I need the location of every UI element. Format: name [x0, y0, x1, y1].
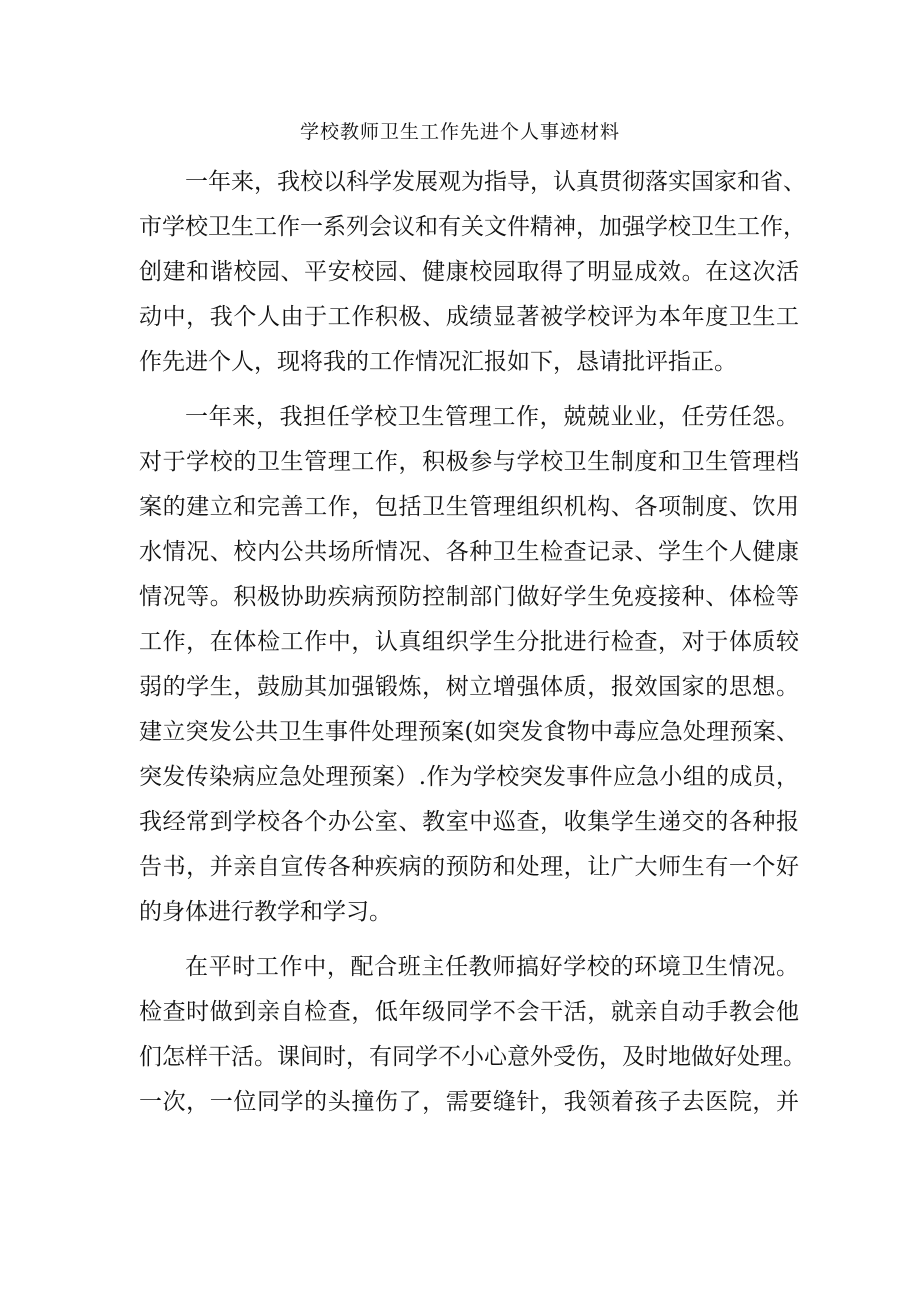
text-line: 一年来，我担任学校卫生管理工作，兢兢业业，任劳任怨。 — [185, 404, 799, 430]
text-line: 市学校卫生工作一系列会议和有关文件精神，加强学校卫生工作， — [139, 214, 806, 240]
document-body — [139, 160, 806, 1125]
text-line: 情况等。积极协助疾病预防控制部门做好学生免疫接种、体检等 — [139, 584, 799, 610]
text-line: 检查时做到亲自检查，低年级同学不会干活，就亲自动手教会他 — [139, 999, 799, 1025]
text-line: 突发传染病应急处理预案）.作为学校突发事件应急小组的成员， — [139, 764, 799, 790]
text-line: 我经常到学校各个办公室、教室中巡查，收集学生递交的各种报 — [139, 809, 799, 835]
text-line: 作先进个人，现将我的工作情况汇报如下，恳请批评指正。 — [139, 349, 737, 375]
text-line: 案的建立和完善工作，包括卫生管理组织机构、各项制度、饮用 — [139, 494, 799, 520]
paragraph-2 — [139, 395, 799, 935]
text-line: 创建和谐校园、平安校园、健康校园取得了明显成效。在这次活 — [139, 259, 799, 285]
text-line: 一次，一位同学的头撞伤了，需要缝针，我领着孩子去医院，并 — [139, 1089, 799, 1115]
paragraph-gap — [139, 935, 799, 945]
text-line: 对于学校的卫生管理工作，积极参与学校卫生制度和卫生管理档 — [139, 449, 799, 475]
paragraph-gap — [139, 385, 799, 395]
text-line: 一年来，我校以科学发展观为指导，认真贯彻落实国家和省、 — [185, 169, 806, 195]
paragraph-1 — [139, 160, 806, 385]
text-line: 工作，在体检工作中，认真组织学生分批进行检查，对于体质较 — [139, 629, 799, 655]
document-title: 学校教师卫生工作先进个人事迹材料 — [299, 121, 620, 143]
text-line: 弱的学生，鼓励其加强锻炼，树立增强体质，报效国家的思想。 — [139, 674, 799, 700]
paragraph-3 — [139, 945, 806, 1125]
text-line: 水情况、校内公共场所情况、各种卫生检查记录、学生个人健康 — [139, 539, 799, 565]
text-line: 们怎样干活。课间时，有同学不小心意外受伤，及时地做好处理。 — [139, 1044, 806, 1070]
text-line: 动中，我个人由于工作积极、成绩显著被学校评为本年度卫生工 — [139, 304, 799, 330]
text-line: 的身体进行教学和学习。 — [139, 899, 392, 925]
text-line: 在平时工作中，配合班主任教师搞好学校的环境卫生情况。 — [185, 954, 799, 980]
text-line: 告书，并亲自宣传各种疾病的预防和处理，让广大师生有一个好 — [139, 854, 799, 880]
text-line: 建立突发公共卫生事件处理预案(如突发食物中毒应急处理预案、 — [139, 719, 799, 745]
